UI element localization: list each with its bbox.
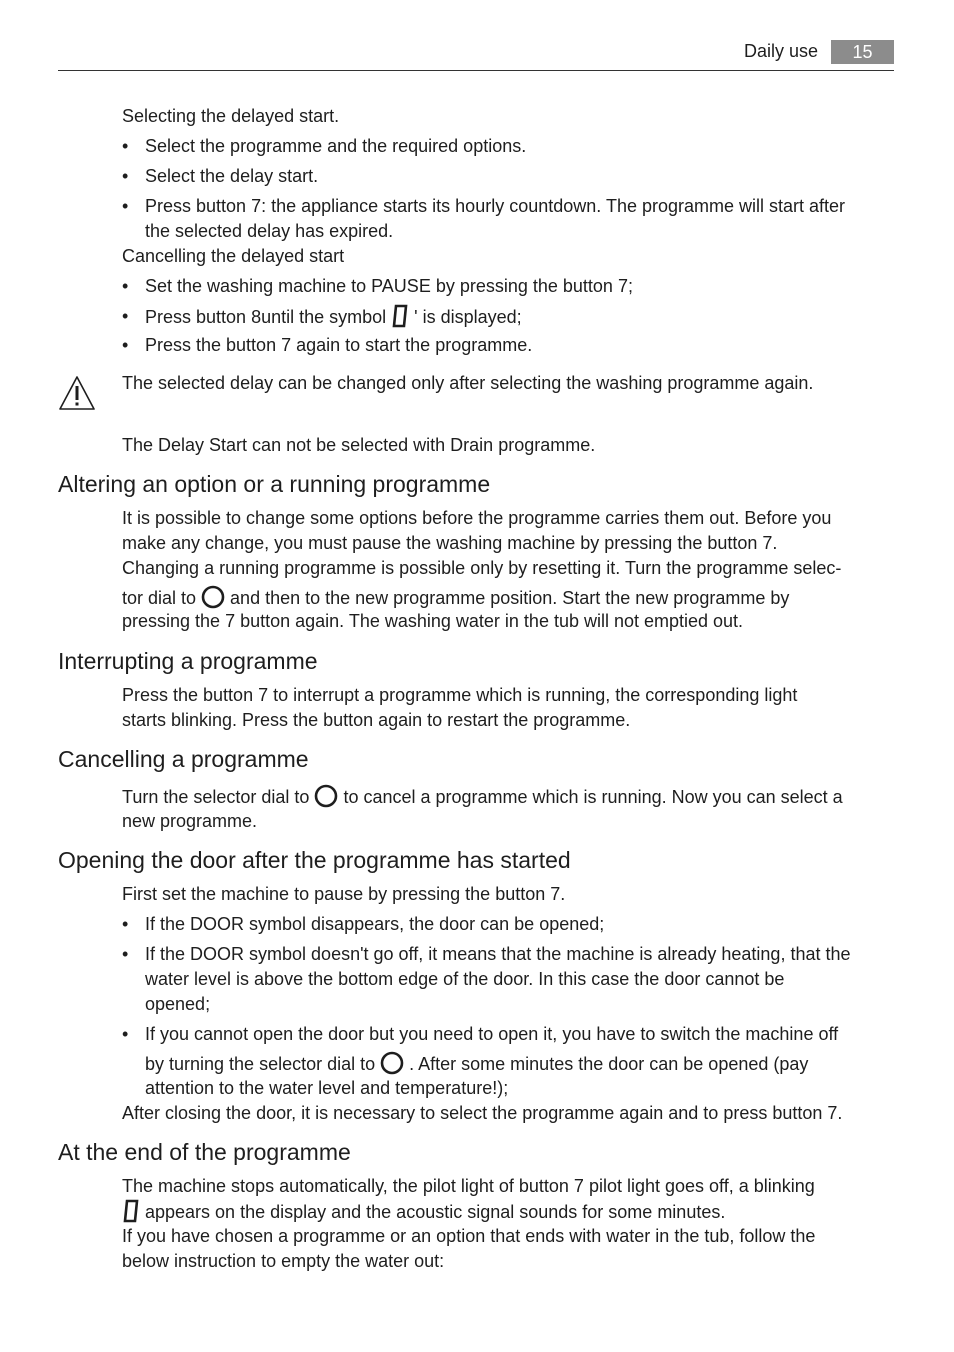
heading-door: Opening the door after the programme has started — [58, 847, 571, 873]
altering-line: pressing the 7 button again. The washing water in the tub will not emptied out. — [122, 611, 744, 631]
end-line: below instruction to empty the water out: — [122, 1251, 445, 1271]
cancelling-line: Turn the selector dial to to cancel a programme which is running. Now you can select a — [122, 784, 897, 810]
altering-line: make any change, you must pause the washing machine by pressing the button 7. — [122, 533, 778, 553]
heading-end: At the end of the programme — [58, 1139, 351, 1165]
page-number: 15 — [831, 40, 894, 64]
heading-altering: Altering an option or a running programme — [58, 471, 491, 497]
altering-line: It is possible to change some options before the programme carries them out. Before you — [122, 508, 832, 528]
altering-line: tor dial to and then to the new programme position. Start the new programme by — [122, 585, 897, 611]
off-position-icon — [201, 585, 225, 609]
delay-cancel-title: Cancelling the delayed start — [122, 246, 345, 266]
interrupting-line: Press the button 7 to interrupt a programme which is running, the corresponding light — [122, 685, 798, 705]
end-line: The machine stops automatically, the pilot light of button 7 pilot light goes off, a blinking — [122, 1176, 815, 1196]
off-position-icon — [380, 1051, 404, 1075]
end-line: appears on the display and the acoustic signal sounds for some minutes. — [122, 1199, 897, 1225]
interrupting-line: starts blinking. Press the button again to restart the programme. — [122, 710, 631, 730]
section-title: Daily use — [743, 41, 818, 61]
door-after: After closing the door, it is necessary to select the programme again and to press button 7. — [122, 1103, 843, 1123]
cancelling-line: new programme. — [122, 811, 258, 831]
delay-select-title: Selecting the delayed start. — [122, 106, 340, 126]
display-segment-icon — [391, 304, 409, 328]
end-line: If you have chosen a programme or an option that ends with water in the tub, follow the — [122, 1226, 816, 1246]
warning-text: The selected delay can be changed only after selecting the washing programme again. — [122, 373, 814, 393]
off-position-icon — [314, 784, 338, 808]
heading-cancelling: Cancelling a programme — [58, 746, 309, 772]
warning-icon — [58, 375, 96, 411]
drain-note: The Delay Start can not be selected with Drain programme. — [122, 435, 596, 455]
display-segment-icon — [122, 1199, 140, 1223]
page-header — [58, 38, 894, 71]
altering-line: Changing a running programme is possible only by resetting it. Turn the programme selec- — [122, 558, 842, 578]
heading-interrupting: Interrupting a programme — [58, 648, 318, 674]
door-intro: First set the machine to pause by pressing the button 7. — [122, 884, 566, 904]
